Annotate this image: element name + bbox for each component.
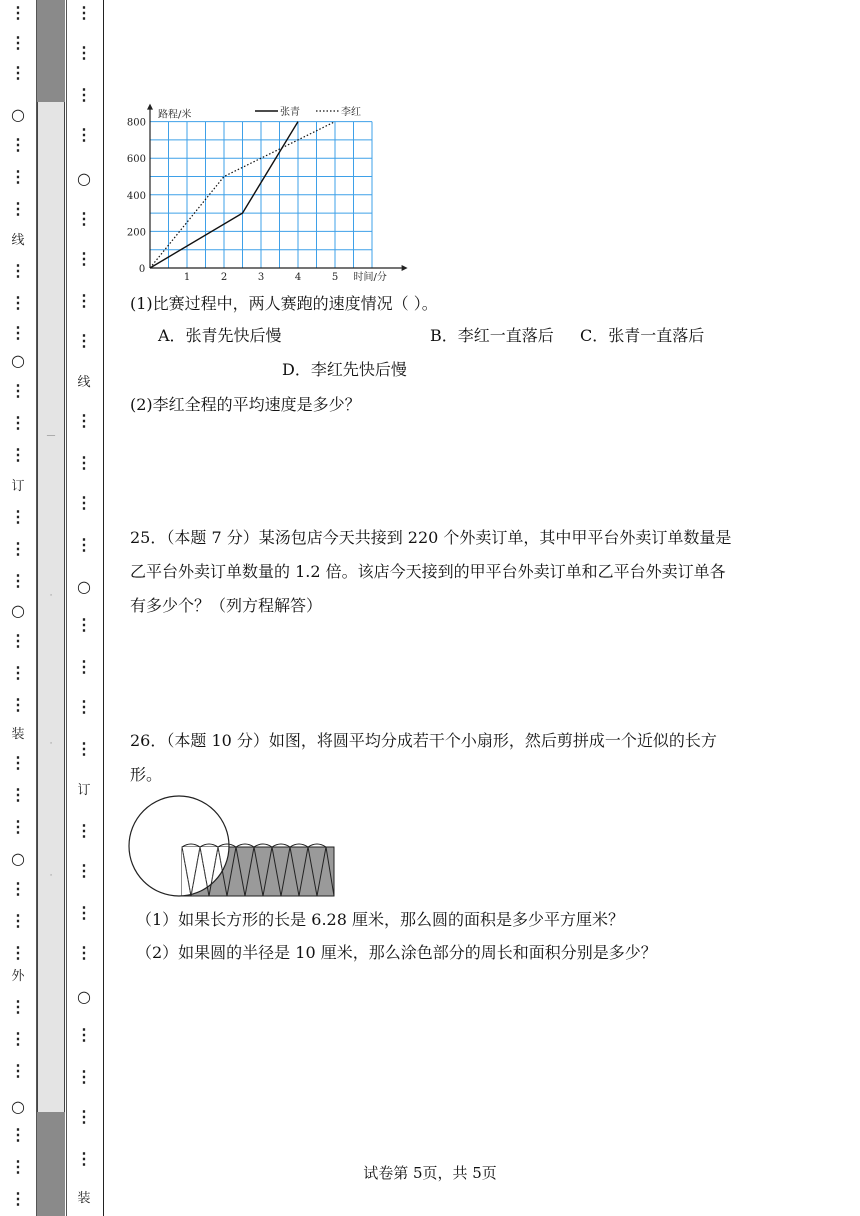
- binding-dots-mark: ⋮: [76, 1067, 92, 1086]
- binding-dots-mark: ⋮: [76, 85, 92, 104]
- q24-option-b: B．李红一直落后: [430, 326, 554, 345]
- binding-label: 外: [11, 969, 25, 984]
- x-axis-arrow: [402, 265, 408, 271]
- binding-circle-mark: ○: [11, 105, 25, 124]
- x-tick-label: 2: [220, 272, 228, 283]
- binding-circle-mark: ○: [77, 577, 91, 596]
- binding-dots-mark: ⋮: [76, 535, 92, 554]
- binding-label: 订: [77, 783, 91, 798]
- binding-dots-mark: ⋮: [10, 571, 26, 590]
- binding-dots-mark: ⋮: [76, 249, 92, 268]
- binding-circle-mark: ○: [11, 601, 25, 620]
- binding-dots-mark: ⋮: [10, 167, 26, 186]
- binding-dots-mark: ⋮: [76, 209, 92, 228]
- binding-dots-mark: ⋮: [76, 697, 92, 716]
- binding-dots-mark: ⋮: [10, 1157, 26, 1176]
- binding-dots-mark: ⋮: [10, 135, 26, 154]
- binding-dots-mark: ⋮: [76, 43, 92, 62]
- y-tick-label: 400: [126, 190, 146, 202]
- q24-option-c: C．张青一直落后: [580, 326, 705, 345]
- gray-bar-mark: ·: [49, 591, 53, 601]
- x-tick-label: 5: [331, 272, 339, 283]
- binding-dots-mark: ⋮: [76, 615, 92, 634]
- binding-dots-mark: ⋮: [76, 331, 92, 350]
- binding-dots-mark: ⋮: [10, 663, 26, 682]
- binding-dots-mark: ⋮: [76, 1025, 92, 1044]
- binding-dots-mark: ⋮: [10, 445, 26, 464]
- binding-label: 装: [11, 727, 25, 742]
- binding-circle-mark: ○: [77, 169, 91, 188]
- binding-dots-mark: ⋮: [10, 817, 26, 836]
- binding-dots-mark: ⋮: [10, 753, 26, 772]
- binding-dots-mark: ⋮: [76, 291, 92, 310]
- binding-circle-mark: ○: [77, 987, 91, 1006]
- legend-label: 张青: [280, 107, 300, 118]
- binding-margin-dark-block-top: [37, 0, 65, 102]
- binding-dots-mark: ⋮: [10, 63, 26, 82]
- x-axis-title: 时间/分: [353, 272, 387, 283]
- binding-dots-mark: ⋮: [10, 1125, 26, 1144]
- binding-circle-mark: ○: [11, 351, 25, 370]
- binding-dots-mark: ⋮: [76, 903, 92, 922]
- binding-label: 线: [11, 233, 25, 248]
- binding-dots-mark: ⋮: [10, 539, 26, 558]
- binding-dots-mark: ⋮: [10, 911, 26, 930]
- binding-dots-mark: ⋮: [10, 33, 26, 52]
- binding-dots-mark: ⋮: [10, 1029, 26, 1048]
- circle-to-rectangle-figure: [128, 793, 338, 901]
- q24-sub1-question: (1)比赛过程中，两人赛跑的速度情况（ ）。: [130, 294, 438, 313]
- binding-dots-mark: ⋮: [10, 293, 26, 312]
- binding-dots-mark: ⋮: [10, 3, 26, 22]
- gray-bar-mark: ·: [49, 871, 53, 881]
- q25-text: 25．（本题 7 分）某汤包店今天共接到 220 个外卖订单，其中甲平台外卖订单数量是乙平台外卖订单数量的 1.2 倍。该店今天接到的甲平台外卖订单和乙平台外卖订单各有多少个？（列方程解答）: [130, 528, 732, 615]
- binding-dots-mark: ⋮: [76, 411, 92, 430]
- binding-dots-mark: ⋮: [10, 199, 26, 218]
- binding-dots-mark: ⋮: [10, 997, 26, 1016]
- binding-circle-mark: ○: [11, 849, 25, 868]
- binding-dots-mark: ⋮: [10, 1189, 26, 1208]
- y-tick-label: 200: [126, 227, 146, 239]
- binding-dots-mark: ⋮: [10, 943, 26, 962]
- legend-label: 李红: [341, 107, 361, 118]
- binding-dots-mark: ⋮: [76, 453, 92, 472]
- binding-dots-mark: ⋮: [10, 323, 26, 342]
- binding-dots-mark: ⋮: [10, 261, 26, 280]
- binding-dots-mark: ⋮: [10, 507, 26, 526]
- binding-dots-mark: ⋮: [76, 861, 92, 880]
- binding-dots-mark: ⋮: [10, 381, 26, 400]
- y-tick-label: 600: [126, 154, 146, 166]
- q26-sub1-question: （1）如果长方形的长是 6.28 厘米，那么圆的面积是多少平方厘米？: [136, 910, 624, 929]
- binding-dots-mark: ⋮: [76, 657, 92, 676]
- page-footer: 试卷第 5页，共 5页: [363, 1164, 497, 1182]
- binding-dots-mark: ⋮: [10, 631, 26, 650]
- q26-sub2-question: （2）如果圆的半径是 10 厘米，那么涂色部分的周长和面积分别是多少？: [136, 943, 657, 962]
- binding-circle-mark: ○: [11, 1097, 25, 1116]
- q24-option-a: A．张青先快后慢: [158, 326, 282, 345]
- binding-label: 装: [77, 1191, 91, 1206]
- y-axis-title: 路程/米: [158, 109, 192, 121]
- binding-dots-mark: ⋮: [10, 785, 26, 804]
- binding-label: 线: [77, 375, 91, 390]
- binding-dots-mark: ⋮: [10, 1061, 26, 1080]
- binding-margin-gray-bar: [37, 0, 65, 1216]
- binding-dots-mark: ⋮: [76, 1149, 92, 1168]
- binding-dots-mark: ⋮: [76, 739, 92, 758]
- x-tick-label: 1: [183, 272, 191, 283]
- gray-bar-mark: —: [46, 431, 56, 441]
- binding-dots-mark: ⋮: [76, 3, 92, 22]
- q26-text: 26．（本题 10 分）如图，将圆平均分成若干个小扇形，然后剪拼成一个近似的长方形。: [130, 731, 717, 784]
- binding-dots-mark: ⋮: [76, 943, 92, 962]
- x-tick-label: 0: [138, 264, 146, 275]
- binding-label: 订: [11, 479, 25, 494]
- binding-dots-mark: ⋮: [76, 1107, 92, 1126]
- q24-option-d: D．李红先快后慢: [282, 360, 407, 379]
- binding-dots-mark: ⋮: [76, 821, 92, 840]
- y-axis-arrow: [147, 104, 153, 110]
- gray-bar-mark: ·: [49, 739, 53, 749]
- binding-dots-mark: ⋮: [76, 125, 92, 144]
- y-tick-label: 800: [126, 117, 146, 129]
- binding-dots-mark: ⋮: [10, 413, 26, 432]
- binding-dots-mark: ⋮: [76, 493, 92, 512]
- binding-dots-mark: ⋮: [10, 879, 26, 898]
- q24-sub2-question: (2)李红全程的平均速度是多少？: [130, 395, 361, 414]
- binding-dots-mark: ⋮: [10, 695, 26, 714]
- x-tick-label: 3: [257, 272, 265, 283]
- distance-time-chart: [120, 98, 410, 288]
- x-tick-label: 4: [294, 272, 302, 283]
